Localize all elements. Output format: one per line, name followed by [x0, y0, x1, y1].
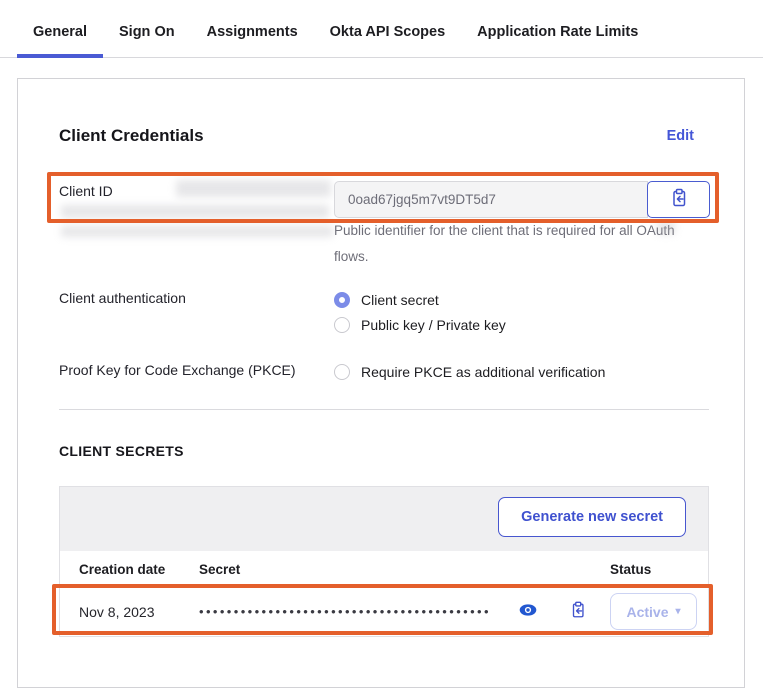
radio-public-private-key[interactable] [334, 317, 350, 333]
copy-secret-button[interactable] [569, 601, 587, 622]
redaction-blur [61, 226, 333, 237]
header-creation-date: Creation date [79, 561, 166, 577]
clipboard-copy-icon [569, 601, 587, 622]
cell-creation-date: Nov 8, 2023 [79, 603, 155, 620]
reveal-secret-button[interactable] [519, 604, 537, 619]
client-id-input[interactable] [334, 181, 648, 218]
client-secrets-table [59, 486, 709, 637]
table-row [60, 587, 708, 636]
radio-label: Public key / Private key [361, 317, 506, 333]
pkce-option [334, 360, 605, 384]
option-public-private-key [334, 313, 506, 337]
client-id-help-text: Public identifier for the client that is required for all OAuth flows. [334, 223, 675, 264]
client-id-label: Client ID [59, 183, 113, 199]
client-credentials-panel [17, 78, 745, 688]
tab-application-rate-limits[interactable]: Application Rate Limits [477, 24, 639, 40]
radio-client-secret[interactable] [334, 292, 350, 308]
status-label: Active [626, 603, 669, 620]
client-authentication-options [334, 288, 506, 338]
masked-secret: •••••••••••••••••••••••••••••••••••••••••• [199, 604, 491, 619]
cell-secret [199, 601, 610, 622]
client-secrets-title: CLIENT SECRETS [59, 443, 184, 459]
app-tab-bar [0, 0, 763, 58]
option-client-secret [334, 288, 506, 312]
redaction-blur [657, 221, 675, 234]
chevron-down-icon: ▾ [675, 606, 681, 617]
table-action-band [60, 487, 708, 551]
edit-link[interactable]: Edit [666, 128, 694, 144]
pkce-label: Proof Key for Code Exchange (PKCE) [59, 362, 296, 378]
generate-new-secret-button[interactable]: Generate new secret [498, 497, 686, 537]
clipboard-copy-icon [669, 188, 689, 211]
status-dropdown[interactable] [610, 593, 697, 630]
tab-assignments[interactable]: Assignments [206, 24, 298, 40]
table-header-row [60, 551, 708, 587]
section-title: Client Credentials [59, 126, 204, 145]
redaction-blur [61, 205, 329, 218]
tab-sign-on[interactable]: Sign On [119, 24, 175, 40]
client-id-group [334, 181, 710, 218]
eye-icon [519, 604, 537, 619]
cell-status [610, 593, 708, 630]
client-authentication-label: Client authentication [59, 290, 186, 306]
section-divider [59, 409, 709, 410]
header-status: Status [610, 561, 652, 577]
checkbox-require-pkce[interactable] [334, 364, 350, 380]
tab-okta-api-scopes[interactable]: Okta API Scopes [329, 24, 446, 40]
redaction-blur [176, 180, 331, 197]
header-secret: Secret [199, 561, 241, 577]
radio-label: Client secret [361, 292, 439, 308]
tab-general[interactable]: General [17, 24, 103, 57]
copy-client-id-button[interactable] [647, 181, 710, 218]
checkbox-label: Require PKCE as additional verification [361, 364, 606, 380]
